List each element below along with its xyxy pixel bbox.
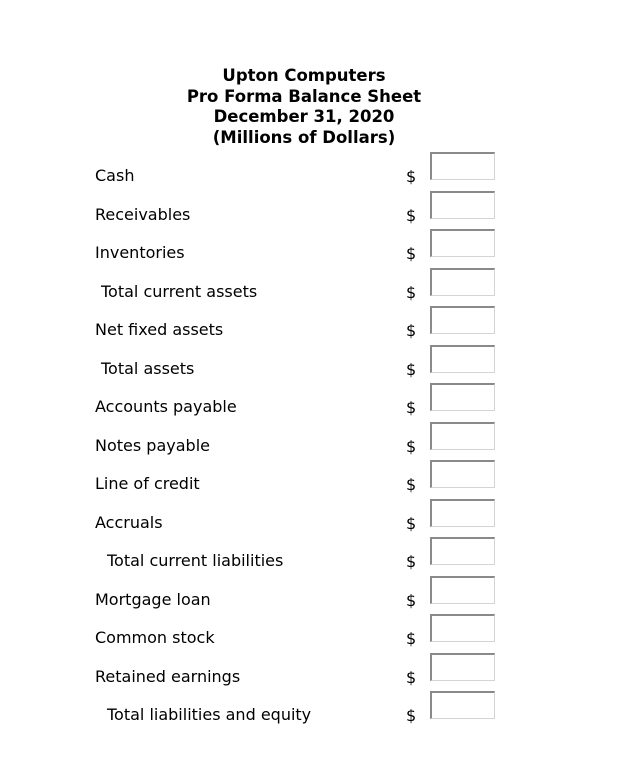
accounts-payable-input[interactable] (430, 383, 495, 411)
balance-sheet-row (0, 306, 641, 345)
balance-sheet-row (0, 499, 641, 538)
row-label-total-current-assets: Total current assets (101, 281, 258, 301)
total-assets-input[interactable] (430, 345, 495, 373)
receivables-input[interactable] (430, 191, 495, 219)
dollar-sign: $ (406, 244, 417, 263)
line-of-credit-input[interactable] (430, 460, 495, 488)
company-name: Upton Computers (222, 66, 386, 85)
inventories-input[interactable] (430, 229, 495, 257)
row-label-receivables: Receivables (95, 204, 191, 224)
total-current-assets-input[interactable] (430, 268, 495, 296)
net-fixed-assets-input[interactable] (430, 306, 495, 334)
balance-sheet-row (0, 691, 641, 730)
total-liabilities-and-equity-input[interactable] (430, 691, 495, 719)
mortgage-loan-input[interactable] (430, 576, 495, 604)
accruals-input[interactable] (430, 499, 495, 527)
dollar-sign: $ (406, 282, 417, 302)
dollar-sign: $ (406, 552, 417, 571)
dollar-sign: $ (406, 359, 417, 379)
dollar-sign: $ (406, 667, 417, 687)
row-label-common-stock: Common stock (95, 628, 215, 647)
retained-earnings-input[interactable] (430, 653, 495, 681)
dollar-sign: $ (406, 706, 417, 725)
row-label-mortgage-loan: Mortgage loan (95, 589, 211, 609)
statement-units: (Millions of Dollars) (212, 127, 396, 147)
row-label-total-current-liabilities: Total current liabilities (107, 551, 284, 570)
balance-sheet-row (0, 383, 641, 422)
row-label-total-assets: Total assets (101, 358, 195, 378)
balance-sheet-row (0, 460, 641, 499)
row-label-line-of-credit: Line of credit (95, 474, 200, 493)
balance-sheet-row (0, 422, 641, 461)
row-label-cash: Cash (95, 166, 135, 185)
notes-payable-input[interactable] (430, 422, 495, 450)
dollar-sign: $ (406, 475, 417, 494)
balance-sheet-row (0, 268, 641, 307)
balance-sheet-row (0, 614, 641, 653)
dollar-sign: $ (406, 590, 417, 610)
row-label-retained-earnings: Retained earnings (95, 666, 241, 686)
dollar-sign: $ (406, 321, 417, 340)
row-label-net-fixed-assets: Net fixed assets (95, 320, 224, 339)
row-label-total-liabilities-and-equity: Total liabilities and equity (107, 705, 312, 724)
statement-header (0, 66, 608, 148)
row-label-accruals: Accruals (95, 512, 163, 532)
cash-input[interactable] (430, 152, 495, 180)
balance-sheet-row (0, 576, 641, 615)
balance-sheet-row (0, 229, 641, 268)
row-label-accounts-payable: Accounts payable (95, 397, 237, 416)
dollar-sign: $ (406, 629, 417, 648)
dollar-sign: $ (406, 513, 417, 533)
balance-sheet-rows (0, 152, 641, 730)
balance-sheet-row (0, 537, 641, 576)
balance-sheet-row (0, 191, 641, 230)
dollar-sign: $ (406, 167, 417, 186)
total-current-liabilities-input[interactable] (430, 537, 495, 565)
dollar-sign: $ (406, 436, 417, 456)
dollar-sign: $ (406, 398, 417, 417)
common-stock-input[interactable] (430, 614, 495, 642)
balance-sheet-row (0, 653, 641, 692)
balance-sheet-row (0, 345, 641, 384)
balance-sheet-row (0, 152, 641, 191)
row-label-notes-payable: Notes payable (95, 435, 210, 455)
dollar-sign: $ (406, 205, 417, 225)
statement-date: December 31, 2020 (213, 107, 395, 126)
statement-title: Pro Forma Balance Sheet (186, 86, 422, 106)
row-label-inventories: Inventories (95, 243, 185, 262)
